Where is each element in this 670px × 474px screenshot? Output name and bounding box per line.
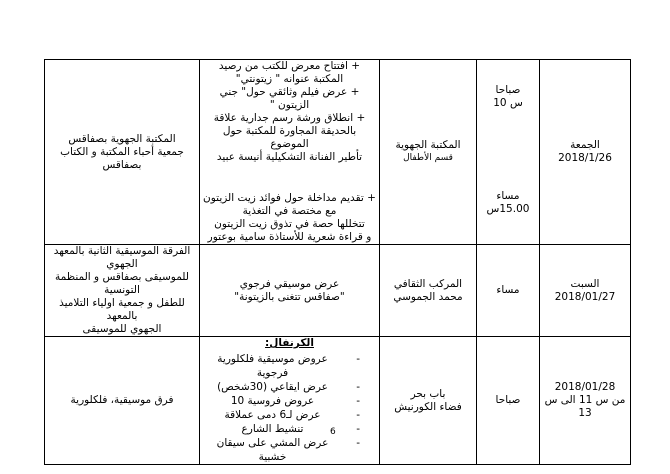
program-cell — [200, 245, 380, 337]
list-item: - عرض المشي على سيقان خشبية — [203, 436, 360, 464]
date-cell — [540, 337, 631, 465]
organizer-line: فرق موسيقية، فلكلورية — [70, 394, 174, 406]
table-row — [45, 245, 631, 337]
list-item: - عروض فروسية 10 — [203, 394, 360, 408]
organizer-cell — [45, 337, 200, 465]
page-number: 6 — [330, 427, 336, 437]
program-line: و قراءة شعرية للأستاذة سامية بوعتور — [207, 231, 372, 243]
date-cell — [540, 245, 631, 337]
date-text: الجمعة 2018/1/26 — [558, 139, 612, 164]
time-cell — [477, 245, 540, 337]
program-line: + عرض فيلم وثائقي حول" جني — [219, 86, 360, 98]
program-cell — [200, 337, 380, 465]
time-label: صباحا — [495, 394, 521, 406]
organizer-line: المكتبة الجهوية بصفاقس — [68, 132, 176, 145]
date-text: 2018/01/27 — [554, 290, 616, 303]
date-cell — [540, 60, 631, 245]
date-range: 13 — [578, 407, 592, 419]
table-row — [45, 60, 631, 245]
organizer-cell — [45, 60, 200, 245]
place-cell — [380, 60, 477, 245]
date-day: السبت — [570, 277, 600, 290]
place-cell — [380, 245, 477, 337]
organizer-line: الجهوي للموسيقى — [82, 323, 162, 335]
program-line: + افتتاح معرض للكتب من رصيد — [218, 60, 361, 72]
program-title: الكرنفال: — [265, 337, 314, 349]
program-line: بالحديقة المجاورة للمكتبة حول الموضوع — [222, 125, 357, 150]
time-value: س 10 — [493, 97, 523, 109]
program-line: عرض موسيقي فرجوي — [239, 277, 340, 290]
program-line: مع مختصة في التغذية — [242, 205, 337, 217]
table-row — [45, 337, 631, 465]
program-line: الزيتون " — [269, 99, 310, 111]
program-line: تأطير الفنانة التشكيلية أنيسة عبيد — [216, 151, 363, 163]
program-line: + انطلاق ورشة رسم جدارية علاقة — [213, 112, 366, 124]
place-name: المركب الثقافي — [393, 277, 463, 290]
time-cell — [477, 337, 540, 465]
time-label: مساء — [496, 190, 520, 202]
carnival-list — [203, 352, 376, 464]
place-name: فضاء الكورنيش — [394, 400, 462, 413]
organizer-cell — [45, 245, 200, 337]
place-name: محمد الجموسي — [393, 290, 463, 303]
organizer-line: الفرقة الموسيقية الثانية بالمعهد الجهوي — [53, 245, 191, 270]
list-item: - عرض ايقاعي (30شخص) — [203, 380, 360, 394]
organizer-line: للطفل و جمعية اولياء التلاميذ بالمعهد — [59, 297, 185, 322]
program-cell — [200, 60, 380, 245]
list-item: - عرض لـ6 دمى عملاقة — [203, 408, 360, 422]
time-label: صباحا — [495, 84, 521, 96]
place-cell — [380, 337, 477, 465]
place-subtitle: قسم الأطفال — [403, 153, 453, 163]
place-name: باب بحر — [410, 387, 446, 400]
date-range: من س 11 الى س — [544, 394, 626, 406]
place-name: المكتبة الجهوية — [395, 139, 461, 151]
organizer-line: للموسيقى بصفاقس و المنظمة التونسية — [55, 271, 189, 296]
date-text: 2018/01/28 — [554, 381, 616, 393]
program-line: "صفاقس تتغنى بالزيتونة" — [234, 290, 345, 303]
organizer-line: جمعية أحباء المكتبة و الكتاب بصفاقس — [60, 145, 184, 171]
program-line: المكتبة عنوانه " زيتونتي" — [235, 73, 344, 85]
schedule-table — [44, 59, 631, 465]
program-line: تتخللها حصة في تذوق زيت الزيتون — [214, 218, 365, 230]
time-label: مساء — [496, 284, 520, 296]
time-value: 15.00س — [486, 203, 530, 215]
list-item: - عروض موسيقية فلكلورية فرجوية — [203, 352, 360, 380]
list-item: - تنشيط الشارع — [203, 422, 360, 436]
time-cell — [477, 60, 540, 245]
program-line: + تقديم مداخلة حول فوائد زيت الزيتون — [203, 192, 376, 204]
